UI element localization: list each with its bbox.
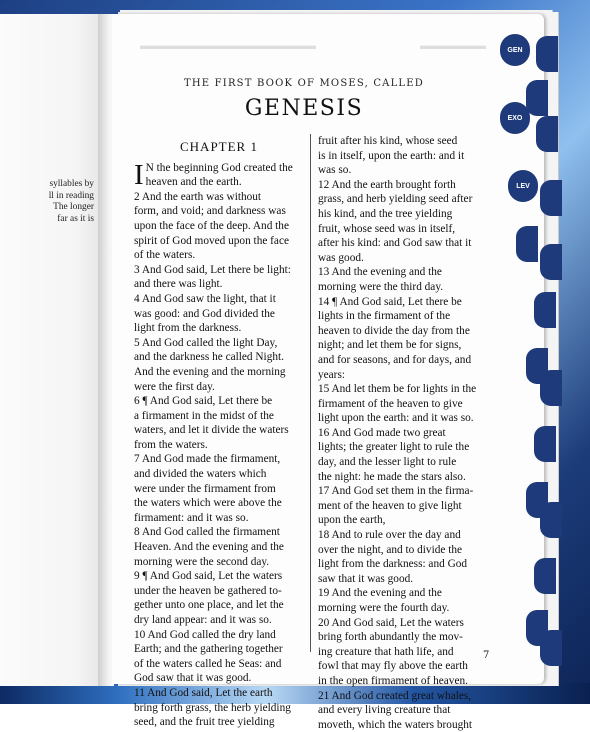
thumb-tab[interactable] — [534, 558, 556, 594]
tab-gen[interactable]: GEN — [500, 34, 530, 66]
thumb-tab[interactable] — [534, 426, 556, 462]
tab-exo[interactable]: EXO — [500, 102, 530, 134]
drop-cap: I — [134, 158, 144, 191]
column-divider — [310, 134, 311, 652]
show-through-text: ▬▬▬▬▬▬ — [420, 40, 486, 52]
thumb-tab[interactable] — [540, 502, 562, 538]
show-through-text: ▬▬▬▬▬▬▬▬▬▬▬▬▬▬▬▬ — [140, 40, 316, 52]
thumb-tab[interactable] — [536, 36, 558, 72]
thumb-tab[interactable] — [536, 116, 558, 152]
chapter-heading: CHAPTER 1 — [180, 139, 258, 154]
thumb-tab[interactable] — [540, 244, 562, 280]
thumb-tab[interactable] — [540, 370, 562, 406]
tab-lev[interactable]: LEV — [508, 170, 538, 202]
left-page — [0, 14, 108, 686]
book-title: GENESIS — [244, 96, 364, 121]
book-subtitle: THE FIRST BOOK OF MOSES, CALLED — [184, 78, 424, 89]
page-number: 7 — [483, 650, 490, 661]
left-page-text: syllables by ll in reading The longer far as it is — [48, 179, 94, 224]
verse-block: I N the beginning God created the heaven and the earth. 2 And the earth was without form, and void; and darkness was upon the face of the deep. And the spirit of God moved upon the face of the waters. 3 And God said, Let there be light: and there was light. 4 And God saw the light, that it was good: and God divided the light from the darkness. 5 And God called the light Day, and the darkness he called Night. And the evening and the morning were the first day. 6 ¶ And God said, Let there be a firmament in the midst of the waters, and let it divide the waters from the waters. 7 And God made the firmament, and divided the waters which were under the firmament from the waters which were above the firmament: and it was so. 8 And God called the firmament Heaven. And the evening and the morning were the second day. 9 ¶ And God said, Let the waters under the heaven be gathered to- gether unto one place, and let the dry land appear: and it was so. 10 And God called the dry land Earth; and the gathering together of the waters called he Seas: and God saw that it was good. 11 And God said, Let the earth bring forth grass, the herb yielding seed, and the fruit tree yielding — [134, 158, 293, 729]
thumb-tab[interactable] — [534, 292, 556, 328]
thumb-tab[interactable] — [540, 630, 562, 666]
text-column-left — [134, 134, 304, 730]
thumb-index-tabs — [500, 30, 590, 680]
text-column-right: fruit after his kind, whose seed is in itself, upon the earth: and it was so. 12 And the earth brought forth grass, and herb yielding seed after his kind, and the tree yielding fruit, whose seed was in itself, after his kind: and God saw that it was good. 13 And the evening and the morning were the third day. 14 ¶ And God said, Let there be lights in the firmament of the heaven to divide the day from the night; and let them be for signs, and for seasons, and for days, and years: 15 And let them be for lights in the firmament of the heaven to give light upon the earth: and it was so. 16 And God made two great lights; the greater light to rule the day, and the lesser light to rule the night: he made the stars also. 17 And God set them in the firma- ment of the heaven to give light upon the earth, 18 And to rule over the day and over the night, and to divide the light from the darkness: and God saw that it was good. 19 And the evening and the morning were the fourth day. 20 And God said, Let the waters bring forth abundantly the mov- ing creature that hath life, and fowl that may fly above the earth in the open firmament of heaven. 21 And God created great whales, and every living creature that moveth, which the waters brought — [318, 135, 477, 731]
thumb-tab[interactable] — [526, 80, 548, 116]
thumb-tab[interactable] — [540, 180, 562, 216]
thumb-tab[interactable] — [516, 226, 538, 262]
